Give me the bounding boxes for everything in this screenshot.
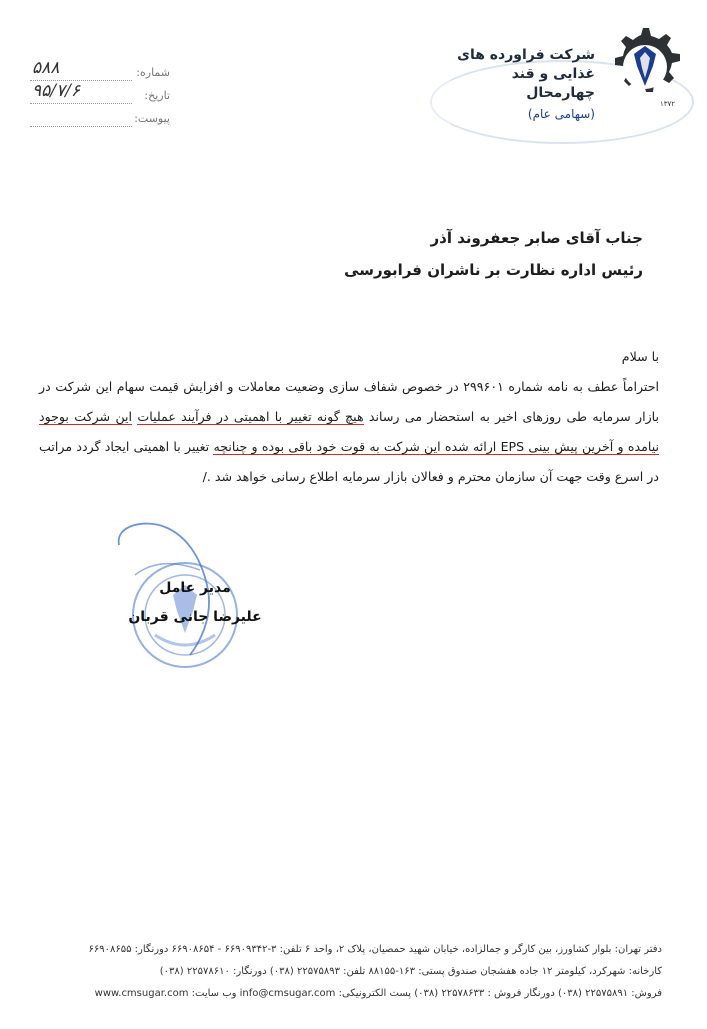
company-gear-logo-icon [600,22,686,112]
date-line [30,103,132,104]
highlighted-text-1: هیچ گونه تغییر با اهمیتی در فرآیند عملیات [137,409,364,424]
signer-title: مدیر عامل [159,580,231,596]
footer-email-link[interactable]: info@cmsugar.com [239,988,336,999]
footer-sales [34,982,662,1004]
company-type: (سهامی عام) [527,107,595,121]
footer-website-label: وب سایت: [191,988,237,999]
date-value: ۹۵/۷/۶ [32,81,80,101]
footer [34,938,662,1004]
addressee-title: رئیس اداره نظارت بر ناشران فرابورسی [344,261,643,279]
attachment-line [30,126,132,127]
addressee-name: جناب آقای صابر جعفروند آذر [430,229,643,247]
body-text-part3: تغییر با اهمیتی ایجاد گردد مراتب در اسرع وقت جهت آن سازمان محترم و فعالان بازار سرمایه اطلاع رسانی خواهد شد ./ [39,439,659,484]
letter-body [39,342,659,492]
date-label: تاریخ: [144,89,170,102]
logo-year: ۱۳۷۲ [660,100,676,108]
number-label: شماره: [136,66,170,79]
footer-factory: کارخانه: شهرکرد، کیلومتر ۱۲ جاده هفشجان صندوق پستی: ۱۶۳-۸۸۱۵۵ تلفن: ۲۲۵۷۵۸۹۳ (۰۳۸) دورنگار: ۲۲۵۷۸۶۱۰ (۰۳۸) [159,966,662,977]
attachment-row [30,108,170,131]
company-name-line1: شرکت فراورده های [457,47,595,63]
addressee [223,222,643,286]
letter-meta [30,58,170,131]
body-paragraph [39,372,659,492]
company-name-line2: غذایی و قند [511,66,595,82]
date-row [30,81,170,108]
footer-sales-text: فروش: ۲۲۵۷۵۸۹۱ (۰۳۸) دورنگار فروش : ۲۲۵۷۸۶۳۳ (۰۳۸) پست الکترونیکی: [338,988,662,999]
signature-block [120,574,270,632]
body-text-part1: احتراماً عطف به نامه شماره ۲۹۹۶۰۱ در خصوص شفاف سازی وضعیت معاملات و افزایش قیمت سهام این شرکت در بازار سرمایه طی روزهای اخیر به استحضار می رساند [39,379,659,424]
footer-tehran-office: دفتر تهران: بلوار کشاورز، بین کارگر و جمالزاده، خیابان شهید حمصیان، پلاک ۲، واحد ۶ تلفن: ۳-۶۶۹۰۹۳۴۲ - ۶۶۹۰۸۶۵۴ دورنگار: ۶۶۹۰۸۶۵۵ [88,944,662,955]
number-value: ۵۸۸ [32,58,60,78]
signer-name: علیرضا جانی قربان [128,609,262,625]
company-name-line3: چهارمحال [526,85,595,101]
footer-website-link[interactable]: www.cmsugar.com [94,988,189,999]
highlighted-text-2: این شرکت بوجود نیامده و آخرین پیش بینی EPS ارائه شده این شرکت به قوت خود باقی بوده و چنانچه [39,409,659,454]
attachment-label: پیوست: [134,112,170,125]
company-name-block [415,46,595,124]
greeting: با سلام [621,349,659,364]
